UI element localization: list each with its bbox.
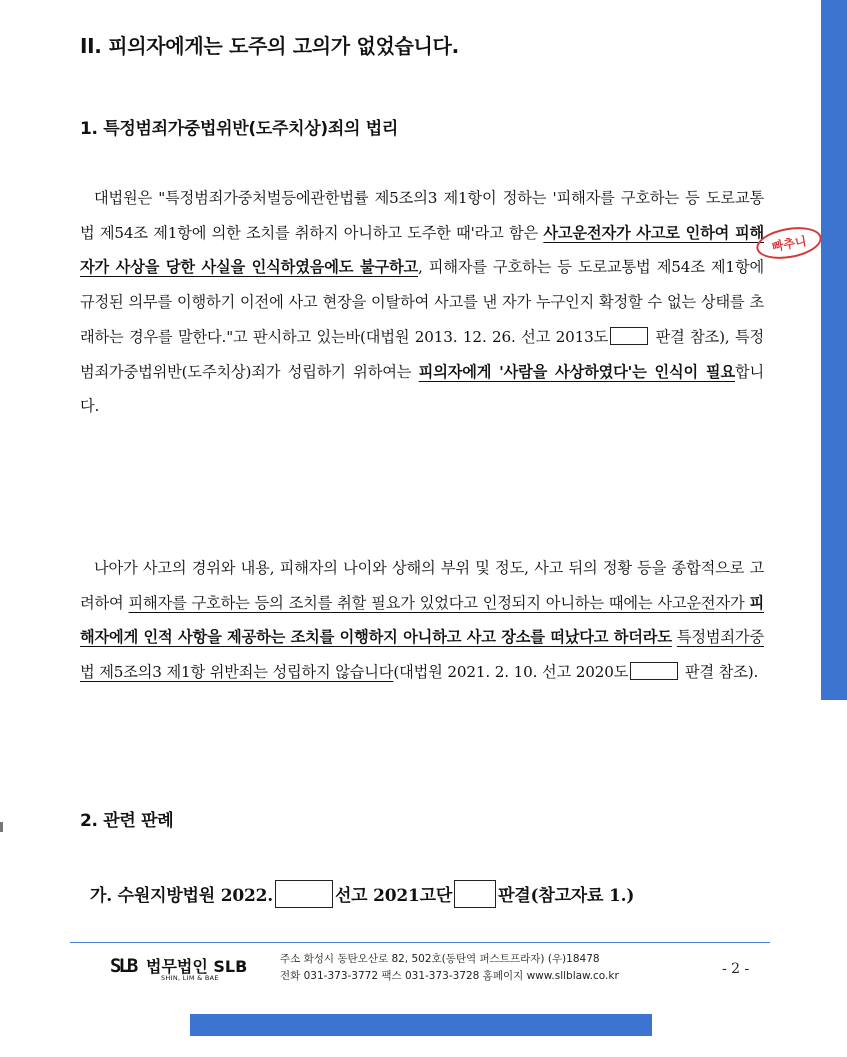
text-segment: 선고 2021고단 <box>334 886 453 906</box>
firm-name: 법무법인 SLB <box>146 957 248 976</box>
red-handwritten-stamp: 빠추니 <box>754 222 824 263</box>
text-segment: 판결(참고자료 1.) <box>498 886 635 906</box>
bottom-edge-bar <box>190 1014 652 1036</box>
section-1-title: 1. 특정범죄가중법위반(도주치상)죄의 법리 <box>80 119 398 139</box>
text-segment: 합니다. <box>80 362 765 416</box>
footer-divider <box>70 942 770 943</box>
text-segment: 가. 수원지방법원 2022. <box>90 886 273 906</box>
reference-case-1 <box>90 880 634 908</box>
underlined-text: 피해자에게 인적 사항을 제공하는 조치를 이행하지 아니하고 사고 장소를 떠났다고 하더라도 <box>80 593 764 647</box>
redacted-case-number <box>630 662 678 680</box>
firm-contact-block <box>280 951 619 985</box>
firm-name-english: SHIN, LIM & BAE <box>161 974 219 982</box>
underlined-text: 피의자에게 '사람을 사상하였다'는 인식이 필요 <box>418 362 735 381</box>
text-segment: , 피해자를 구호하는 등 도로교통법 제54조 제1항에 규정된 의무를 이행하기 이전에 사고 현장을 이탈하여 사고를 낸 자가 누구인지 확정할 수 없는 상태를 초래하는 경우를 말한다."고 판시하고 있는바(대법원 2013. 12. 26. 선고 2013도 <box>80 258 764 346</box>
underlined-text: 특정범죄가중법 제5조의3 제1항 위반죄는 성립하지 않습니다 <box>80 628 764 682</box>
underlined-text: 사고운전자가 사고로 인하여 피해자가 사상을 당한 사실을 인식하였음에도 불구하고 <box>80 223 765 277</box>
text-segment: 판결 참조), 특정범죄가중법위반(도주치상)죄가 성립하기 위하여는 <box>80 327 764 381</box>
right-edge-bar <box>821 0 847 700</box>
redacted-case-number <box>610 327 648 345</box>
page-number: - 2 - <box>722 961 750 977</box>
section-1-paragraph-1 <box>80 181 764 424</box>
firm-logo-icon: SLB <box>110 955 136 977</box>
main-heading: II. 피의자에게는 도주의 고의가 없었습니다. <box>80 34 459 58</box>
firm-phone-web: 전화 031-373-3772 팩스 031-373-3728 홈페이지 www.sllblaw.co.kr <box>280 970 619 982</box>
firm-address: 주소 화성시 동탄오산로 82, 502호(동탄역 퍼스트프라자) (우)18478 <box>280 953 600 965</box>
text-segment: 나아가 사고의 경위와 내용, 피해자의 나이와 상해의 부위 및 정도, 사고 뒤의 정황 등을 종합적으로 고려하여 <box>80 559 764 612</box>
text-segment: 대법원은 "특정범죄가중처벌등에관한법률 제5조의3 제1항이 정하는 '피해자를 구호하는 등 도로교통법 제54조 제1항에 의한 조치를 취하지 아니하고 도주한 때'라고 함은 <box>80 189 764 242</box>
text-segment: (대법원 2021. 2. 10. 선고 2020도 <box>393 663 629 682</box>
text-segment: 판결 참조). <box>680 663 759 682</box>
section-1-paragraph-2 <box>80 551 764 690</box>
scan-mark <box>0 822 3 832</box>
redacted-case-number <box>454 880 496 908</box>
section-2-title: 2. 관련 판례 <box>80 811 174 831</box>
redacted-date <box>275 880 333 908</box>
underlined-text: 피해자를 구호하는 등의 조치를 취할 필요가 있었다고 인정되지 아니하는 때에는 사고운전자가 <box>128 593 750 612</box>
